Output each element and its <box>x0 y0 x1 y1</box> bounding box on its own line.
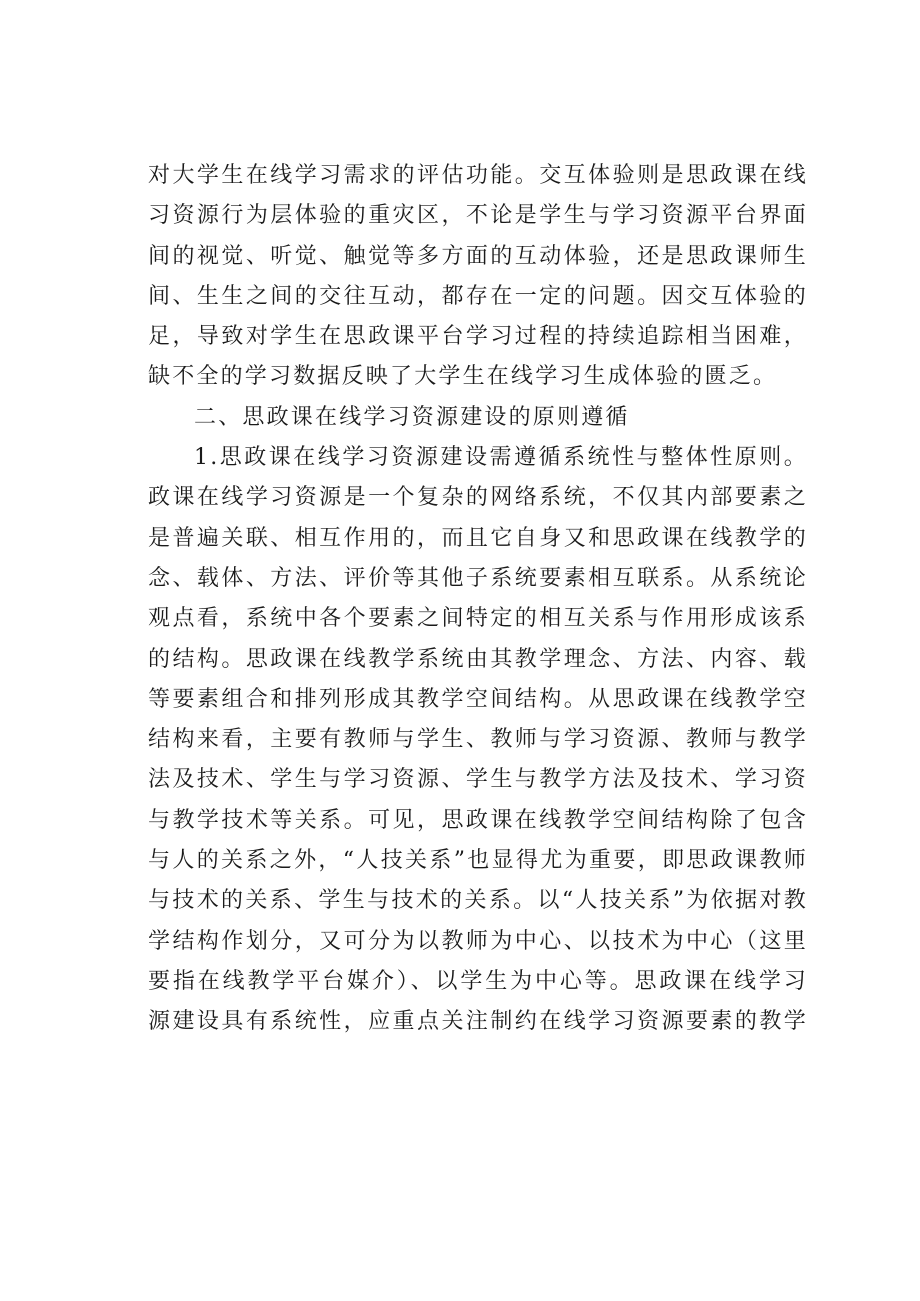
paragraph-line: 法及技术、学生与学习资源、学生与教学方法及技术、学习资 <box>148 767 808 793</box>
paragraph-line: 要指在线教学平台媒介）、以学生为中心等。思政课在线学习 <box>148 968 808 994</box>
paragraph-line: 对大学生在线学习需求的评估功能。交互体验则是思政课在线 <box>148 163 808 188</box>
paragraph-line: 习资源行为层体验的重灾区，不论是学生与学习资源平台界面 <box>148 203 808 229</box>
paragraph-line: 学结构作划分，又可分为以教师为中心、以技术为中心（这里 <box>148 928 808 954</box>
paragraph-line: 等要素组合和排列形成其教学空间结构。从思政课在线教学空 <box>148 686 808 712</box>
paragraph-line: 与技术的关系、学生与技术的关系。以“人技关系”为依据对教 <box>148 888 808 914</box>
paragraph-line: 的结构。思政课在线教学系统由其教学理念、方法、内容、载 <box>148 646 808 672</box>
paragraph-line: 1.思政课在线学习资源建设需遵循系统性与整体性原则。 <box>194 445 808 471</box>
paragraph-line: 念、载体、方法、评价等其他子系统要素相互联系。从系统论 <box>148 565 808 591</box>
paragraph-line: 源建设具有系统性，应重点关注制约在线学习资源要素的教学 <box>148 1009 808 1035</box>
paragraph-line: 足，导致对学生在思政课平台学习过程的持续追踪相当困难， <box>148 324 808 350</box>
paragraph-line: 与教学技术等关系。可见，思政课在线教学空间结构除了包含 <box>148 807 808 833</box>
paragraph-line: 是普遍关联、相互作用的，而且它自身又和思政课在线教学的 <box>148 525 808 551</box>
paragraph-line: 结构来看，主要有教师与学生、教师与学习资源、教师与教学 <box>148 727 808 753</box>
paragraph-line: 间、生生之间的交往互动，都存在一定的问题。因交互体验的 <box>148 283 808 309</box>
paragraph-line: 政课在线学习资源是一个复杂的网络系统，不仅其内部要素之 <box>148 485 808 511</box>
section-heading: 二、思政课在线学习资源建设的原则遵循 <box>194 404 630 430</box>
paragraph-line: 观点看，系统中各个要素之间特定的相互关系与作用形成该系 <box>148 606 808 632</box>
paragraph-line: 缺不全的学习数据反映了大学生在线学习生成体验的匮乏。 <box>148 364 778 390</box>
body-text <box>148 156 808 1043</box>
paragraph-line: 间的视觉、听觉、触觉等多方面的互动体验，还是思政课师生 <box>148 243 808 269</box>
paragraph-line: 与人的关系之外，“人技关系”也显得尤为重要，即思政课教师 <box>148 848 808 874</box>
